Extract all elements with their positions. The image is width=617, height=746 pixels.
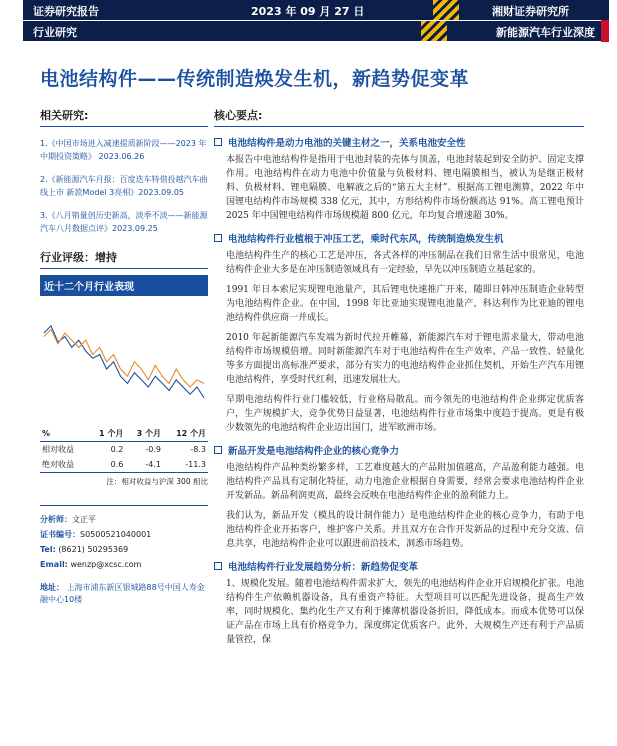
related-item[interactable]: 3.《八月销量创历史新高，淡季不淡——新能源汽车八月数据点评》2023.09.25 bbox=[40, 211, 208, 233]
related-item[interactable]: 2.《新能源汽车月报：百度迭车特借投越汽车曲线上市 新款Model 3亮相》2023.09.05 bbox=[40, 175, 208, 197]
email-value[interactable]: wenzp@xcsc.com bbox=[70, 560, 142, 569]
square-bullet-icon bbox=[214, 234, 222, 242]
table-row bbox=[40, 457, 208, 473]
paragraph: 2010 年起新能源汽车发端为新时代拉开帷幕，新能源汽车对于锂电需求量大，带动电池结构件市场规模倍增。同时新能源汽车对于电池结构件在生产效率、产品一致性、轻量化等多方面提出高标准严要求，部分有实力的电池结构件企业抓住契机，开始生产汽车用锂电池结构件，享受时代红利，迅速发展壮大。 bbox=[226, 333, 584, 385]
paragraph: 电池结构件生产的核心工艺是冲压，各式各样的冲压制品在我们日常生活中很常见，电池结构件企业大多是在冲压制造领域具有一定经验，早先以冲压制造立基起家的。 bbox=[226, 251, 584, 275]
table-header: 1 个月 bbox=[88, 426, 126, 442]
paragraph: 电池结构件产品种类纷繁多样，工艺难度越大的产品附加值越高，产品盈利能力越强。电池结构件产品具有定制化特征，动力电池企业根据自身需要，经常会要求电池结构件企业开发新品。新品利润更高，最终会反映在电池结构件企业的盈利能力上。 bbox=[226, 463, 584, 501]
core-title: 核心要点: bbox=[214, 107, 584, 127]
section-heading: 新品开发是电池结构件企业的核心竞争力 bbox=[214, 443, 584, 457]
performance-chart bbox=[40, 300, 208, 420]
table-header: % bbox=[40, 426, 88, 442]
tel-value: (8621) 50295369 bbox=[58, 545, 129, 554]
cert-value: S0500521040001 bbox=[80, 530, 152, 539]
institute-name: 湘财证券研究所 bbox=[492, 5, 569, 18]
header-row-top bbox=[23, 0, 609, 20]
header-stripes bbox=[421, 21, 447, 41]
report-date: 2023 年 09 月 27 日 bbox=[251, 5, 365, 18]
report-header bbox=[23, 0, 609, 40]
perf-table bbox=[40, 426, 208, 473]
table-cell: -0.9 bbox=[145, 445, 161, 454]
page-title: 电池结构件——传统制造焕发生机，新趋势促变革 bbox=[40, 68, 470, 90]
table-header: 12 个月 bbox=[163, 426, 208, 442]
main-content bbox=[214, 107, 584, 647]
section-heading: 电池结构件行业发展趋势分析：新趋势促变革 bbox=[214, 559, 584, 573]
table-cell: 相对收益 bbox=[42, 445, 74, 454]
cert-label: 证书编号： bbox=[40, 530, 80, 539]
related-item[interactable]: 1.《中国市场进入减速提质新阶段——2023 年中期投资策略》 2023.06.26 bbox=[40, 139, 207, 161]
paragraph: 早期电池结构件行业门槛较低，行业格局散乱。而今领先的电池结构件企业绑定优质客户，生产规模扩大，竞争优势日益显著，电池结构件行业市场集中度趋于提高。更是有极少数领先的电池结构件企业迈出国门，进军欧洲市场。 bbox=[226, 395, 584, 433]
header-stripes bbox=[433, 0, 459, 20]
report-category: 新能源汽车行业深度 bbox=[496, 26, 595, 39]
address-value: 上海市浦东新区银城路88号中国人寿金融中心10楼 bbox=[40, 583, 205, 604]
address-label: 地址： bbox=[40, 583, 64, 592]
analyst-name: 文正平 bbox=[72, 515, 96, 524]
analyst-label: 分析师： bbox=[40, 515, 72, 524]
series-line-1 bbox=[44, 329, 204, 387]
table-note: 注：相对收益与沪深 300 相比 bbox=[106, 477, 208, 486]
table-cell: 绝对收益 bbox=[40, 457, 88, 473]
square-bullet-icon bbox=[214, 562, 222, 570]
table-cell: 0.6 bbox=[88, 457, 126, 473]
analyst-info bbox=[40, 505, 208, 572]
header-accent bbox=[601, 20, 609, 42]
sidebar bbox=[40, 107, 208, 606]
report-section: 行业研究 bbox=[33, 26, 77, 39]
table-cell: 0.2 bbox=[110, 445, 124, 454]
table-cell: -4.1 bbox=[125, 457, 163, 473]
paragraph: 1991 年日本索尼实现锂电池量产，其后锂电快速推广开来，随即日韩冲压制造企业转型为电池结构件企业。在中国，1998 年比亚迪实现锂电池量产，科达利作为比亚迪的锂电池结构件供应商一并成长。 bbox=[226, 285, 584, 323]
square-bullet-icon bbox=[214, 446, 222, 454]
section-heading: 电池结构件行业植根于冲压工艺，乘时代东风，传统制造焕发生机 bbox=[214, 231, 584, 245]
related-title: 相关研究: bbox=[40, 107, 208, 127]
paragraph: 本报告中电池结构件是指用于电池封装的壳体与顶盖，电池封装起到安全防护、固定支撑作用。电池结构件在动力电池中价值量与负极材料、锂电隔膜相当，被认为是继正极材料、负极材料、锂电隔膜、电解液之后的“第五大主材”。根据高工锂电测算，2022 年中国锂电结构件市场规模 338 亿元，其中，方形结构件市场份额高达 91%。高工锂电预计 2025 年中国锂电结构件市场规模超 800 亿元，年均复合增速超 30%。 bbox=[226, 155, 584, 221]
paragraph: 我们认为，新品开发（模具的设计制作能力）是电池结构件企业的核心竞争力，有助于电池结构件企业开拓客户，维护客户关系。并且双方在合作开发新品的过程中充分交流、信息共享，电池结构件企业可以跟进前沿技术，洞悉市场趋势。 bbox=[226, 511, 584, 549]
industry-rating: 行业评级：增持 bbox=[40, 249, 208, 269]
tel-label: Tel: bbox=[40, 545, 56, 554]
square-bullet-icon bbox=[214, 138, 222, 146]
perf-title: 近十二个月行业表现 bbox=[40, 275, 208, 296]
report-type: 证券研究报告 bbox=[33, 5, 99, 18]
paragraph: 1、规模化发展。随着电池结构件需求扩大，领先的电池结构件企业开启规模化扩张。电池结构件生产依赖机器设备，具有重资产特征。大型项目可以匹配先进设备，提高生产效率，同时规模化、集约化生产又有利于摊薄机器设备折旧，降低成本。而成本优势可以保证产品在市场上具有价格竞争力，深度绑定优质客户。此外，大规模生产还有利于产品质量管控，保 bbox=[226, 579, 584, 645]
address-block bbox=[40, 582, 208, 606]
table-header: 3 个月 bbox=[125, 426, 163, 442]
email-label: Email: bbox=[40, 560, 68, 569]
header-row-bottom bbox=[23, 21, 609, 41]
section-heading: 电池结构件是动力电池的关键主材之一，关系电池安全性 bbox=[214, 135, 584, 149]
table-cell: -11.3 bbox=[163, 457, 208, 473]
table-row bbox=[40, 442, 208, 458]
table-cell: -8.3 bbox=[190, 445, 206, 454]
